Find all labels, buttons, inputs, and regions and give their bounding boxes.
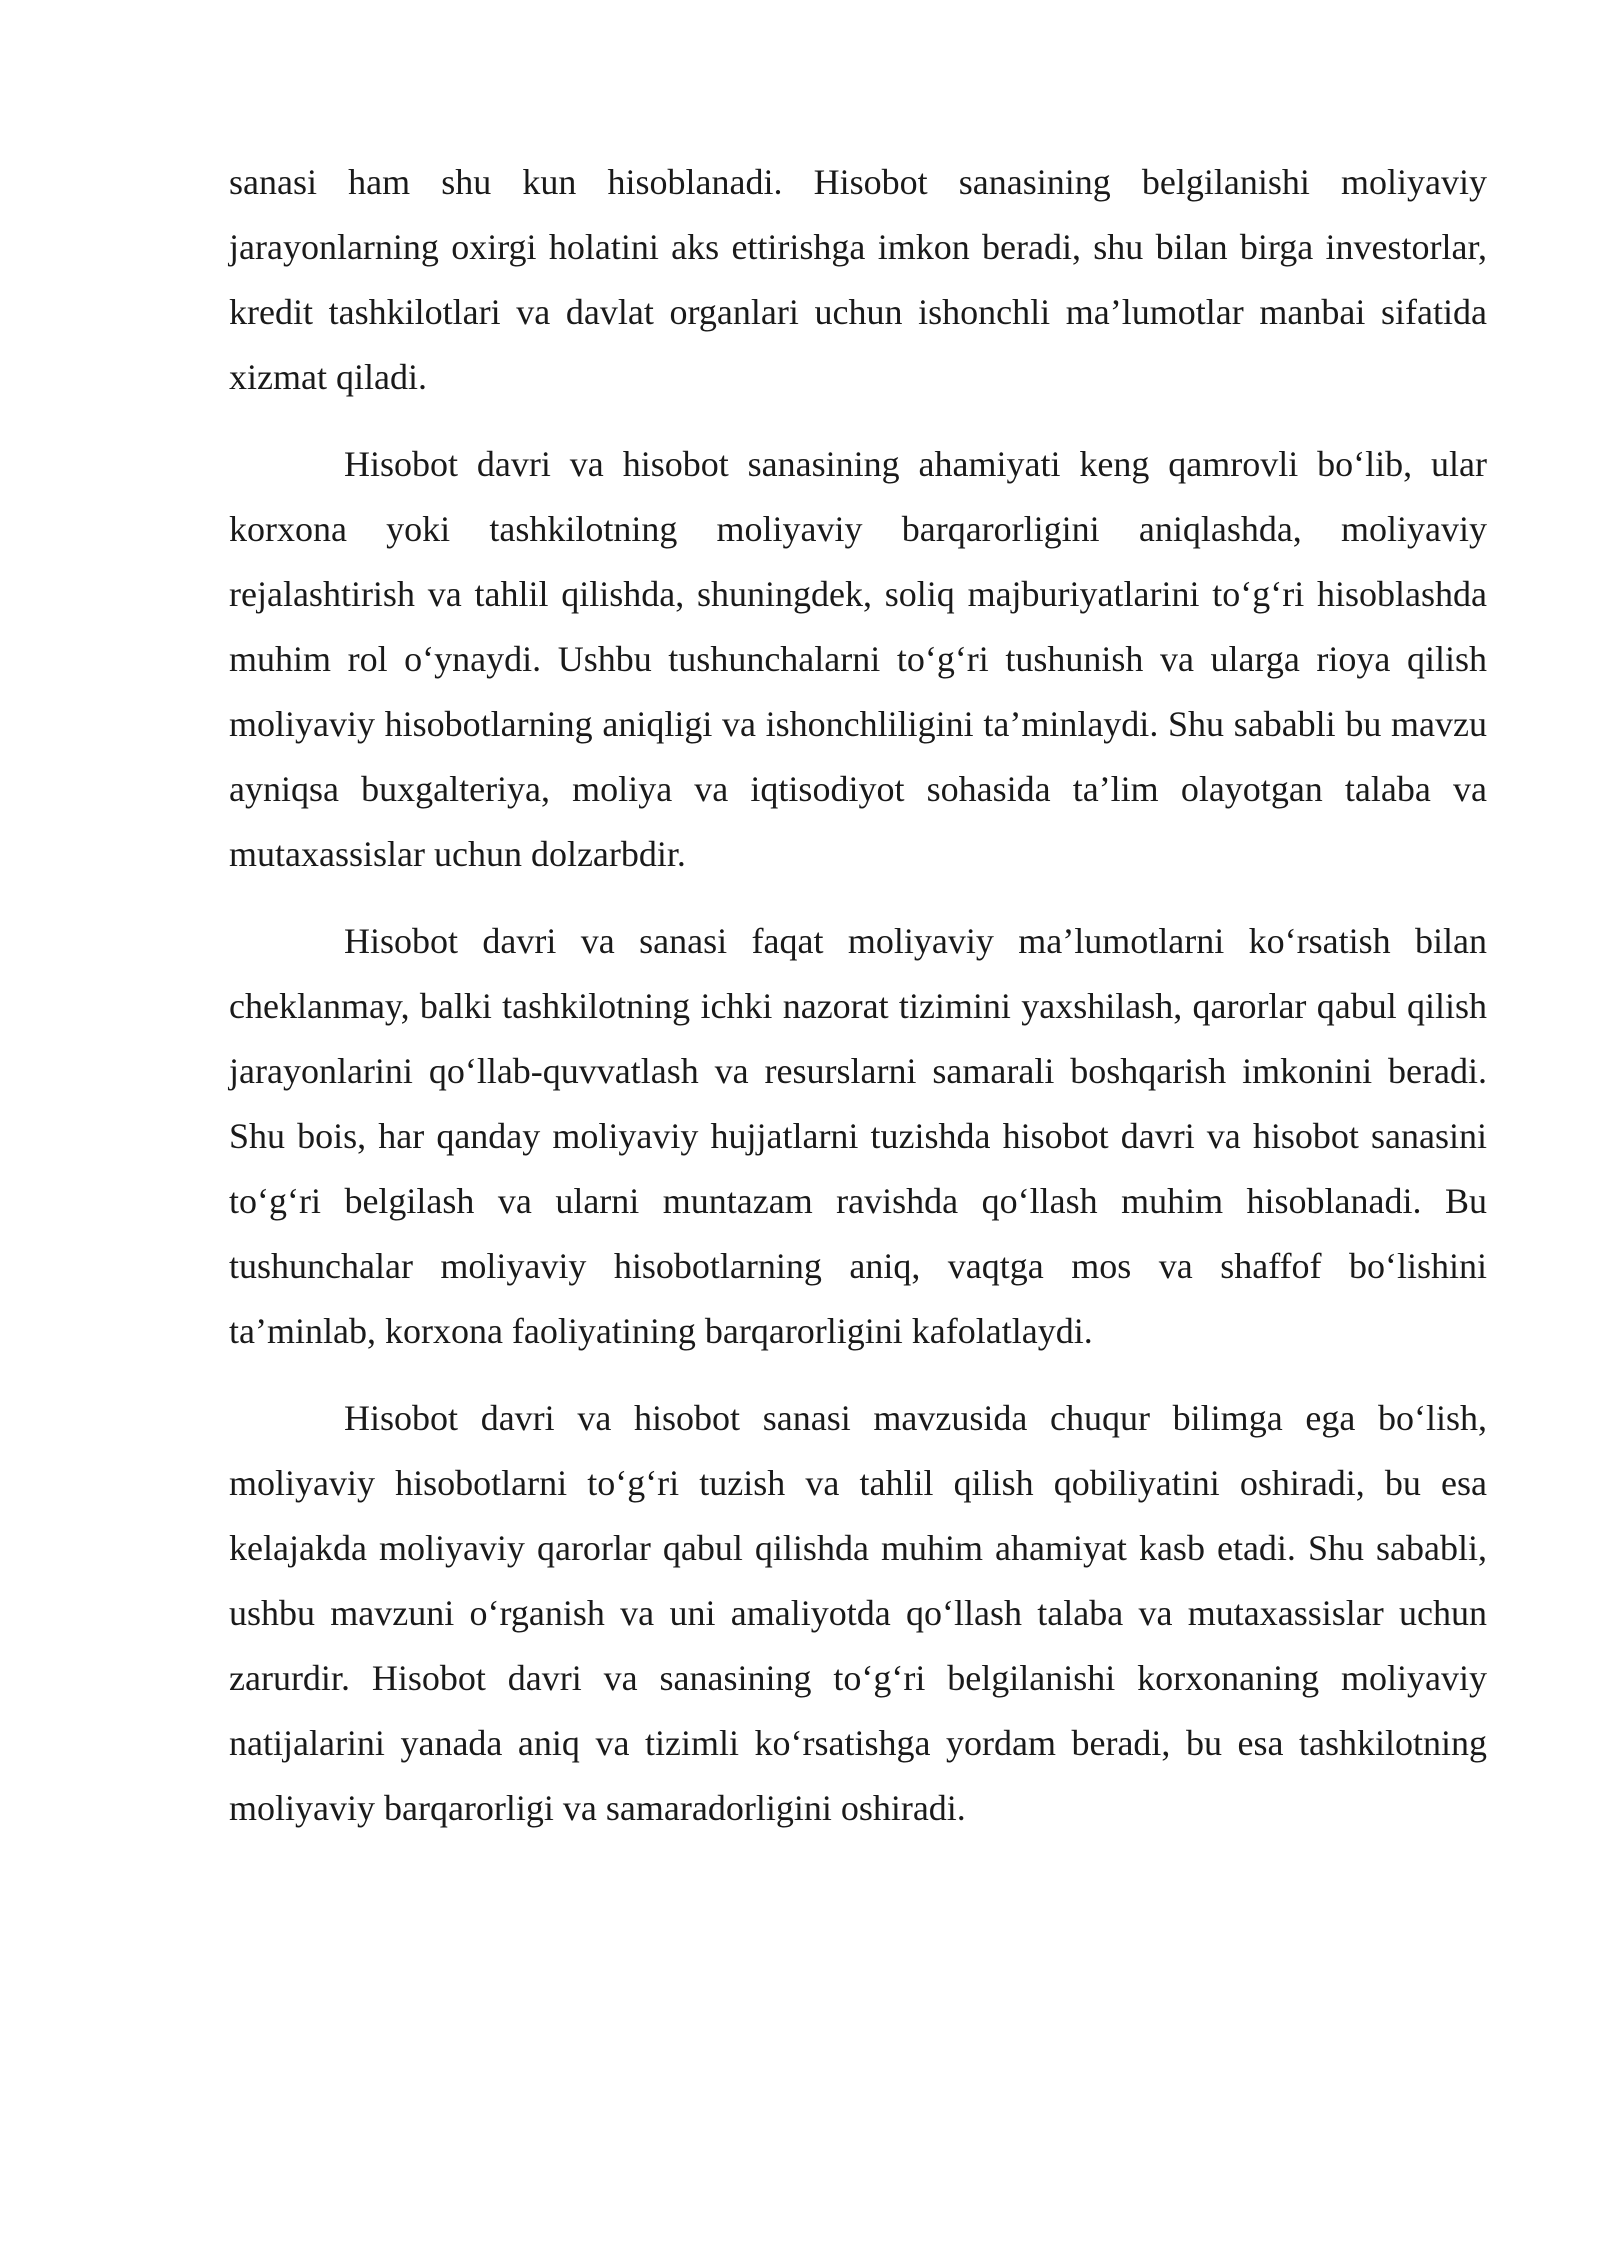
- paragraph: Hisobot davri va hisobot sanasining ahamiyati keng qamrovli bo‘lib, ular korxona yoki tashkilotning moliyaviy barqarorligini aniqlashda, moliyaviy rejalashtirish va tahlil qilishda, shuningdek, soliq majburiyatlarini to‘g‘ri hisoblashda muhim rol o‘ynaydi. Ushbu tushunchalarni to‘g‘ri tushunish va ularga rioya qilish moliyaviy hisobotlarning aniqligi va ishonchliligini ta’minlaydi. Shu sababli bu mavzu ayniqsa buxgalteriya, moliya va iqtisodiyot sohasida ta’lim olayotgan talaba va mutaxassislar uchun dolzarbdir.: [229, 444, 1487, 874]
- body-text: [229, 150, 1487, 1863]
- paragraph: Hisobot davri va sanasi faqat moliyaviy ma’lumotlarni ko‘rsatish bilan cheklanmay, balki tashkilotning ichki nazorat tizimini yaxshilash, qarorlar qabul qilish jarayonlarini qo‘llab-quvvatlash va resurslarni samarali boshqarish imkonini beradi. Shu bois, har qanday moliyaviy hujjatlarni tuzishda hisobot davri va hisobot sanasini to‘g‘ri belgilash va ularni muntazam ravishda qo‘llash muhim hisoblanadi. Bu tushunchalar moliyaviy hisobotlarning aniq, vaqtga mos va shaffof bo‘lishini ta’minlab, korxona faoliyatining barqarorligini kafolatlaydi.: [229, 921, 1487, 1351]
- paragraph-continuation: sanasi ham shu kun hisoblanadi. Hisobot sanasining belgilanishi moliyaviy jarayonlarning oxirgi holatini aks ettirishga imkon beradi, shu bilan birga investorlar, kredit tashkilotlari va davlat organlari uchun ishonchli ma’lumotlar manbai sifatida xizmat qiladi.: [229, 162, 1487, 397]
- paragraph: Hisobot davri va hisobot sanasi mavzusida chuqur bilimga ega bo‘lish, moliyaviy hisobotlarni to‘g‘ri tuzish va tahlil qilish qobiliyatini oshiradi, bu esa kelajakda moliyaviy qarorlar qabul qilishda muhim ahamiyat kasb etadi. Shu sababli, ushbu mavzuni o‘rganish va uni amaliyotda qo‘llash talaba va mutaxassislar uchun zarurdir. Hisobot davri va sanasining to‘g‘ri belgilanishi korxonaning moliyaviy natijalarini yanada aniq va tizimli ko‘rsatishga yordam beradi, bu esa tashkilotning moliyaviy barqarorligi va samaradorligini oshiradi.: [229, 1398, 1487, 1828]
